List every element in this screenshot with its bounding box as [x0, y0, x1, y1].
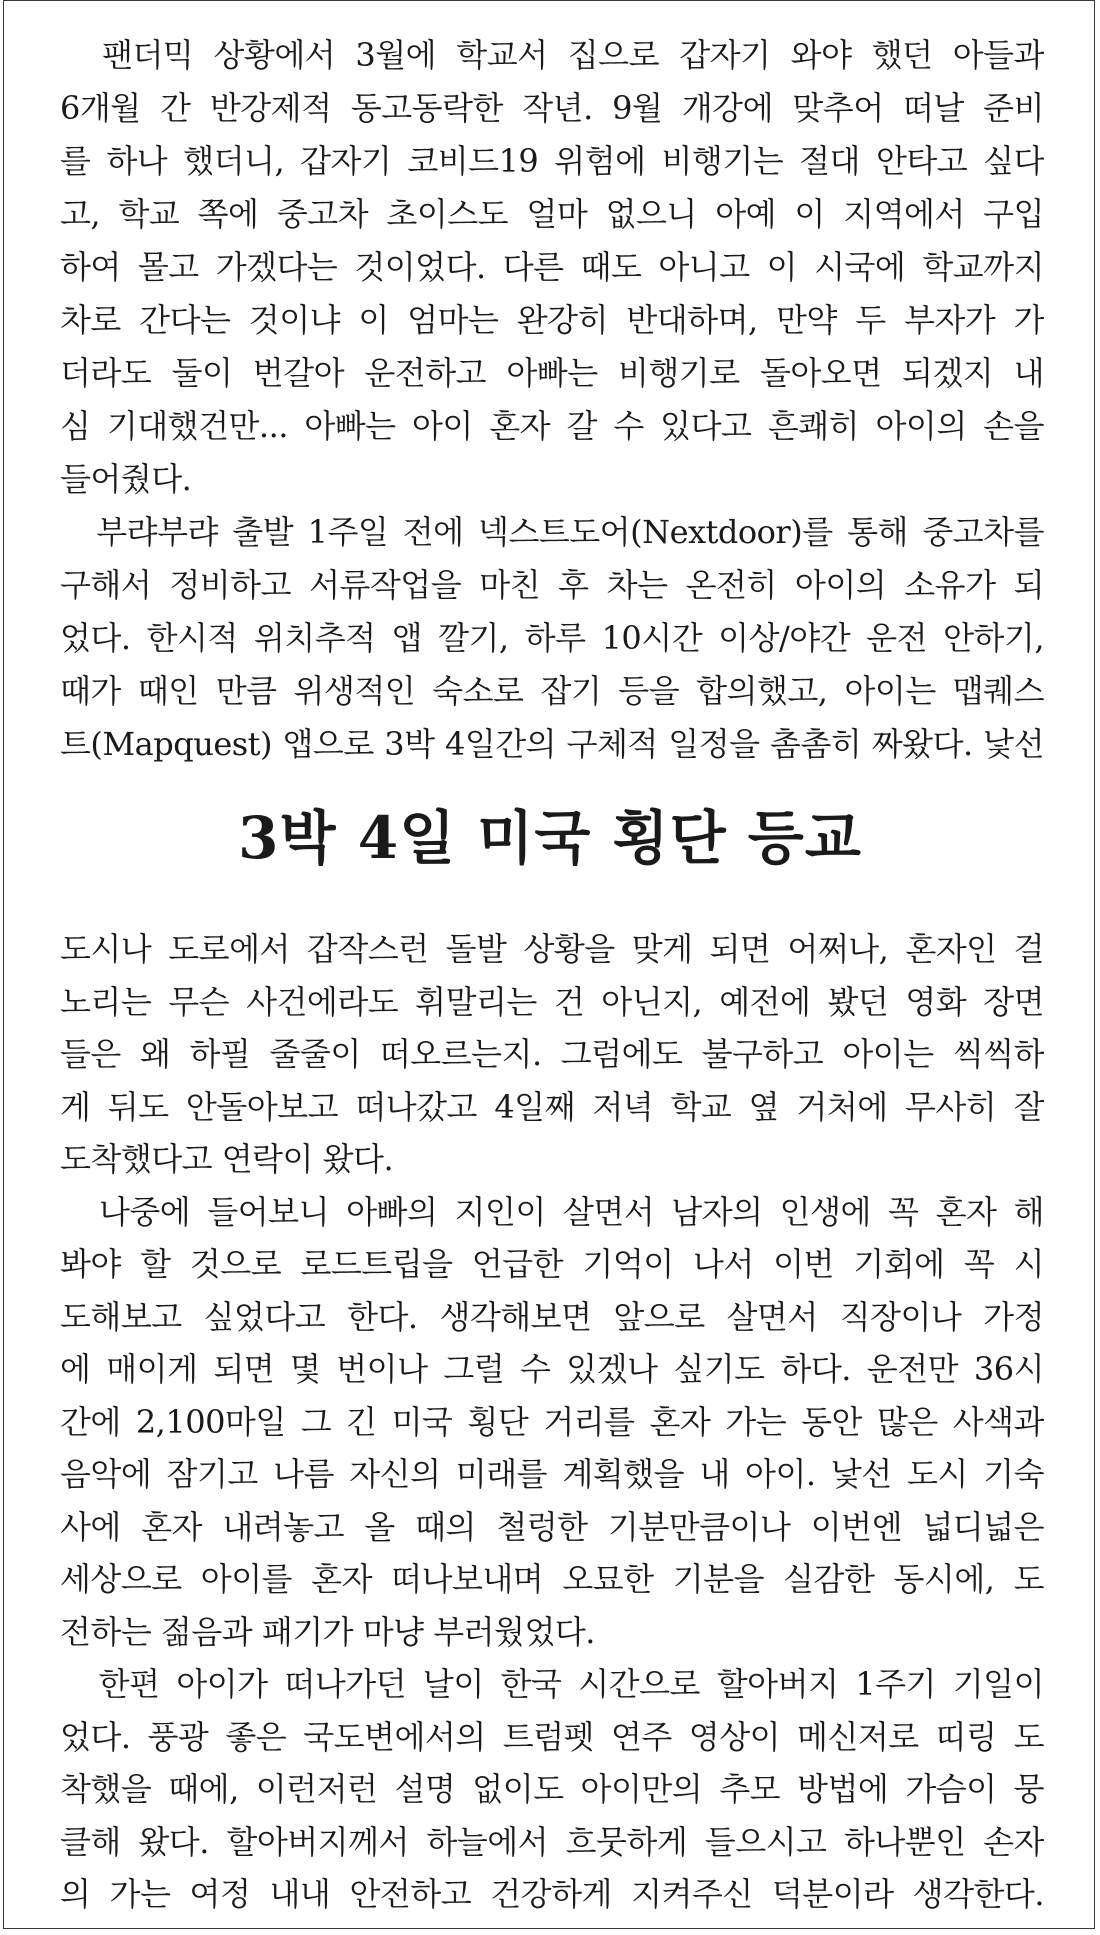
- paragraph-line: 게 뒤도 안돌아보고 떠나갔고 4일째 저녁 학교 옆 거처에 무사히 잘: [60, 1087, 1044, 1126]
- paragraph-line: 차로 간다는 것이냐 이 엄마는 완강히 반대하며, 만약 두 부자가 가: [60, 301, 1044, 339]
- paragraph-line: 었다. 한시적 위치추적 앱 깔기, 하루 10시간 이상/야간 운전 안하기,: [60, 619, 1044, 657]
- paragraph-line: 트(Mapquest) 앱으로 3박 4일간의 구체적 일정을 촘촘히 짜왔다. 낯선: [60, 725, 1044, 763]
- paragraph-line: 의 가는 여정 내내 안전하고 건강하게 지켜주신 덕분이라 생각한다.: [60, 1875, 1044, 1913]
- paragraph-line: 부랴부랴 출발 1주일 전에 넥스트도어(Nextdoor)를 통해 중고차를: [60, 513, 1044, 551]
- paragraph-line: 한편 아이가 떠나가던 날이 한국 시간으로 할아버지 1주기 기일이: [60, 1665, 1044, 1703]
- paragraph-line: 들은 왜 하필 줄줄이 떠오르는지. 그럼에도 불구하고 아이는 씩씩하: [60, 1035, 1044, 1073]
- paragraph-line: 6개월 간 반강제적 동고동락한 작년. 9월 개강에 맞추어 떠날 준비: [60, 89, 1044, 127]
- paragraph-line: 심 기대했건만... 아빠는 아이 혼자 갈 수 있다고 흔쾌히 아이의 손을: [60, 407, 1044, 445]
- paragraph-line: 더라도 둘이 번갈아 운전하고 아빠는 비행기로 돌아오면 되겠지 내: [60, 354, 1044, 392]
- paragraph-line: 고, 학교 쪽에 중고차 초이스도 얼마 없으니 아예 이 지역에서 구입: [60, 195, 1044, 233]
- paragraph-line: 간에 2,100마일 그 긴 미국 횡단 거리를 혼자 가는 동안 많은 사색과: [60, 1402, 1044, 1441]
- paragraph-line: 도착했다고 연락이 왔다.: [60, 1140, 394, 1178]
- paragraph-line: 도해보고 싶었다고 한다. 생각해보면 앞으로 살면서 직장이나 가정: [60, 1297, 1044, 1336]
- paragraph-line: 노리는 무슨 사건에라도 휘말리는 건 아닌지, 예전에 봤던 영화 장면: [60, 982, 1044, 1021]
- paragraph-line: 도시나 도로에서 갑작스런 돌발 상황을 맞게 되면 어쩌나, 혼자인 걸: [60, 930, 1044, 968]
- paragraph-line: 때가 때인 만큼 위생적인 숙소로 잡기 등을 합의했고, 아이는 맵퀘스: [60, 672, 1044, 710]
- paragraph-line: 나중에 들어보니 아빠의 지인이 살면서 남자의 인생에 꼭 혼자 해: [60, 1192, 1044, 1231]
- paragraph-line: 전하는 젊음과 패기가 마냥 부러웠었다.: [60, 1612, 595, 1651]
- paragraph-line: 사에 혼자 내려놓고 올 때의 철렁한 기분만큼이나 이번엔 넓디넓은: [60, 1507, 1044, 1546]
- paragraph-line: 음악에 잠기고 나름 자신의 미래를 계획했을 내 아이. 낯선 도시 기숙: [60, 1455, 1044, 1493]
- paragraph-line: 팬더믹 상황에서 3월에 학교서 집으로 갑자기 와야 했던 아들과: [60, 36, 1044, 74]
- paragraph-line: 착했을 때에, 이런저런 설명 없이도 아이만의 추모 방법에 가슴이 뭉: [60, 1770, 1044, 1808]
- paragraph-line: 하여 몰고 가겠다는 것이었다. 다른 때도 아니고 이 시국에 학교까지: [60, 248, 1044, 286]
- paragraph-line: 에 매이게 되면 몇 번이나 그럴 수 있겠나 싶기도 하다. 운전만 36시: [60, 1350, 1044, 1388]
- paragraph-line: 봐야 할 것으로 로드트립을 언급한 기억이 나서 이번 기회에 꼭 시: [60, 1245, 1044, 1283]
- article-headline: 3박 4일 미국 횡단 등교: [238, 804, 862, 872]
- paragraph-line: 들어줬다.: [60, 460, 192, 498]
- paragraph-line: 를 하나 했더니, 갑자기 코비드19 위험에 비행기는 절대 안타고 싶다: [60, 142, 1044, 180]
- article-body: [4, 1, 1094, 1928]
- paragraph-line: 었다. 풍광 좋은 국도변에서의 트럼펫 연주 영상이 메신저로 띠링 도: [60, 1717, 1044, 1756]
- article-frame: [3, 0, 1095, 1929]
- paragraph-line: 구해서 정비하고 서류작업을 마친 후 차는 온전히 아이의 소유가 되: [60, 566, 1044, 604]
- paragraph-line: 클해 왔다. 할아버지께서 하늘에서 흐뭇하게 들으시고 하나뿐인 손자: [60, 1822, 1044, 1861]
- paragraph-line: 세상으로 아이를 혼자 떠나보내며 오묘한 기분을 실감한 동시에, 도: [60, 1560, 1044, 1598]
